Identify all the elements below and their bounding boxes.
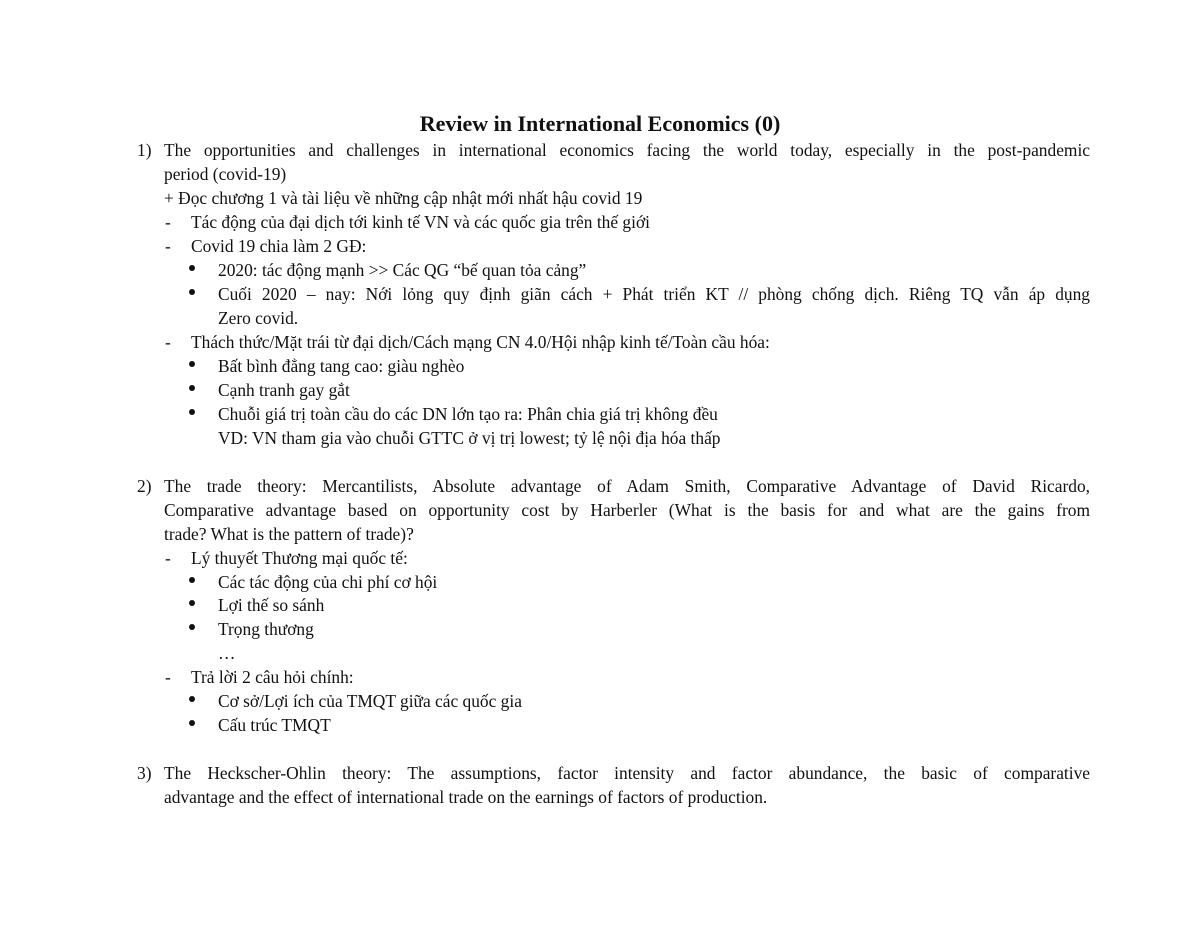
bullet-icon — [189, 624, 195, 630]
section-2-dash-item-1: Lý thuyết Thương mại quốc tế: — [191, 548, 408, 568]
dash-marker: - — [165, 212, 171, 232]
bullet-icon — [189, 600, 195, 606]
bullet-icon — [189, 385, 195, 391]
section-2-bullet-opportunity-cost: Các tác động của chi phí cơ hội — [218, 572, 438, 592]
section-3-heading-line-1: The Heckscher-Ohlin theory: The assumptions, factor intensity and factor abundance, the basic of comparative — [164, 763, 1090, 783]
dash-marker: - — [165, 548, 171, 568]
section-1-bullet-late-2020-line-1: Cuối 2020 – nay: Nới lỏng quy định giãn cách + Phát triển KT // phòng chống dịch. Riêng TQ vẫn áp dụng — [218, 284, 1090, 304]
bullet-icon — [189, 409, 195, 415]
bullet-icon — [189, 720, 195, 726]
section-1-bullet-competition: Cạnh tranh gay gắt — [218, 380, 350, 400]
section-1-number: 1) — [137, 140, 152, 160]
section-1-dash-item-1: Tác động của đại dịch tới kinh tế VN và các quốc gia trên thế giới — [191, 212, 650, 232]
bullet-icon — [189, 696, 195, 702]
section-1-heading-line-1: The opportunities and challenges in international economics facing the world today, especially in the post-pandemic — [164, 140, 1090, 160]
section-1-bullet-value-chain: Chuỗi giá trị toàn cầu do các DN lớn tạo ra: Phân chia giá trị không đều — [218, 404, 718, 424]
section-2-dash-item-2: Trả lời 2 câu hỏi chính: — [191, 667, 354, 687]
section-3-heading-line-2: advantage and the effect of international trade on the earnings of factors of production. — [164, 787, 768, 807]
section-1-bullet-late-2020-line-2: Zero covid. — [218, 308, 299, 328]
section-2-bullet-mercantilism: Trọng thương — [218, 619, 314, 639]
section-2-number: 2) — [137, 476, 152, 496]
dash-marker: - — [165, 236, 171, 256]
bullet-icon — [189, 577, 195, 583]
section-2-heading-line-2: Comparative advantage based on opportunity cost by Harberler (What is the basis for and what are the gains from — [164, 500, 1090, 520]
section-2-bullet-basis-gains: Cơ sở/Lợi ích của TMQT giữa các quốc gia — [218, 691, 522, 711]
bullet-icon — [189, 265, 195, 271]
dash-marker: - — [165, 667, 171, 687]
section-2-bullet-comparative-advantage: Lợi thế so sánh — [218, 595, 325, 615]
section-1-bullet-2020: 2020: tác động mạnh >> Các QG “bế quan tỏa cảng” — [218, 260, 587, 280]
document-title: Review in International Economics (0) — [419, 111, 781, 136]
section-1-dash-item-2: Covid 19 chia làm 2 GĐ: — [191, 236, 367, 256]
dash-marker: - — [165, 332, 171, 352]
section-1-dash-item-3: Thách thức/Mặt trái từ đại dịch/Cách mạng CN 4.0/Hội nhập kinh tế/Toàn cầu hóa: — [191, 332, 770, 352]
section-1-bullet-value-chain-example: VD: VN tham gia vào chuỗi GTTC ở vị trị lowest; tỷ lệ nội địa hóa thấp — [218, 428, 721, 448]
section-2-bullet-structure: Cấu trúc TMQT — [218, 715, 331, 735]
section-3-number: 3) — [137, 763, 152, 783]
section-1-heading-line-2: period (covid-19) — [164, 164, 287, 184]
section-2-heading-line-3: trade? What is the pattern of trade)? — [164, 524, 414, 544]
section-2-heading-line-1: The trade theory: Mercantilists, Absolute advantage of Adam Smith, Comparative Advantage of David Ricardo, — [164, 476, 1090, 496]
section-1-bullet-inequality: Bất bình đẳng tang cao: giàu nghèo — [218, 356, 465, 376]
section-1-note: + Đọc chương 1 và tài liệu về những cập nhật mới nhất hậu covid 19 — [164, 188, 643, 208]
bullet-icon — [189, 361, 195, 367]
section-2-ellipsis: … — [218, 643, 236, 663]
bullet-icon — [189, 289, 195, 295]
